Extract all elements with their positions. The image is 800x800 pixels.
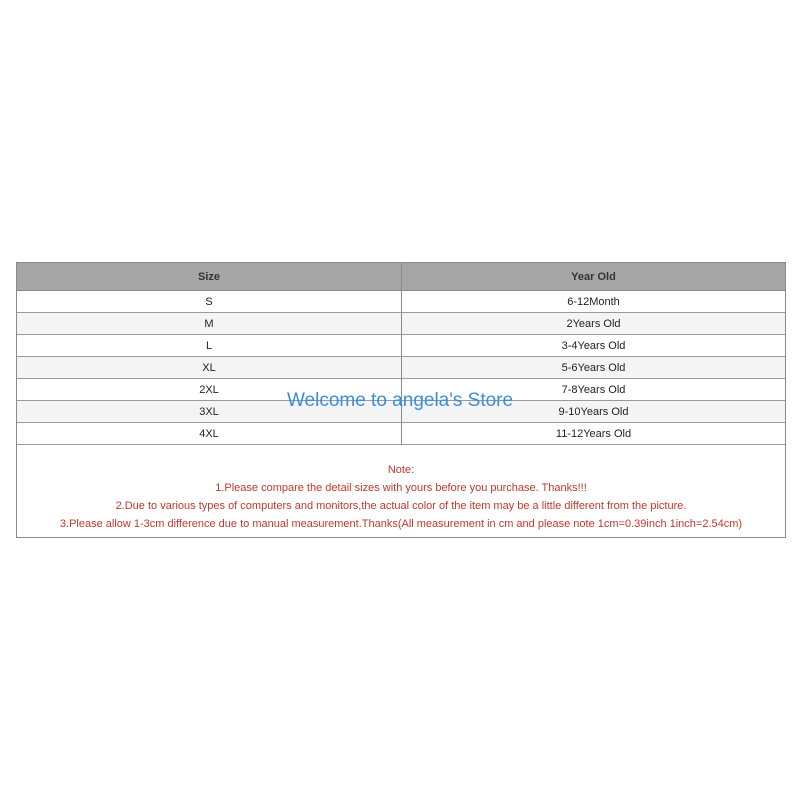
note-item: 2.Due to various types of computers and monitors,the actual color of the item may be a little different from the picture. — [115, 500, 687, 512]
table-row — [17, 423, 785, 445]
table-header-row — [17, 263, 785, 291]
cell-size: 4XL — [17, 423, 402, 445]
table-row — [17, 379, 785, 401]
cell-year-old: 2Years Old — [402, 313, 786, 335]
cell-size: S — [17, 291, 402, 313]
cell-size: L — [17, 335, 402, 357]
note-item: 3.Please allow 1-3cm difference due to manual measurement.Thanks(All measurement in cm and please note 1cm=0.39inch 1inch=2.54cm) — [59, 518, 743, 530]
table-row — [17, 357, 785, 379]
cell-year-old: 9-10Years Old — [402, 401, 786, 423]
size-table — [17, 263, 785, 445]
cell-size: M — [17, 313, 402, 335]
cell-year-old: 7-8Years Old — [402, 379, 786, 401]
notes-title: Note: — [387, 464, 415, 476]
header-size: Size — [17, 263, 402, 291]
cell-year-old: 6-12Month — [402, 291, 786, 313]
cell-year-old: 3-4Years Old — [402, 335, 786, 357]
cell-year-old: 11-12Years Old — [402, 423, 786, 445]
header-year-old: Year Old — [402, 263, 786, 291]
size-chart — [16, 262, 786, 538]
notes-section — [17, 445, 785, 537]
cell-size: XL — [17, 357, 402, 379]
table-row — [17, 313, 785, 335]
cell-size: 2XL — [17, 379, 402, 401]
store-watermark: Welcome to angela's Store — [286, 390, 514, 411]
table-row — [17, 335, 785, 357]
cell-year-old: 5-6Years Old — [402, 357, 786, 379]
cell-size: 3XL — [17, 401, 402, 423]
table-row — [17, 291, 785, 313]
note-item: 1.Please compare the detail sizes with yours before you purchase. Thanks!!! — [215, 482, 587, 494]
table-row — [17, 401, 785, 423]
